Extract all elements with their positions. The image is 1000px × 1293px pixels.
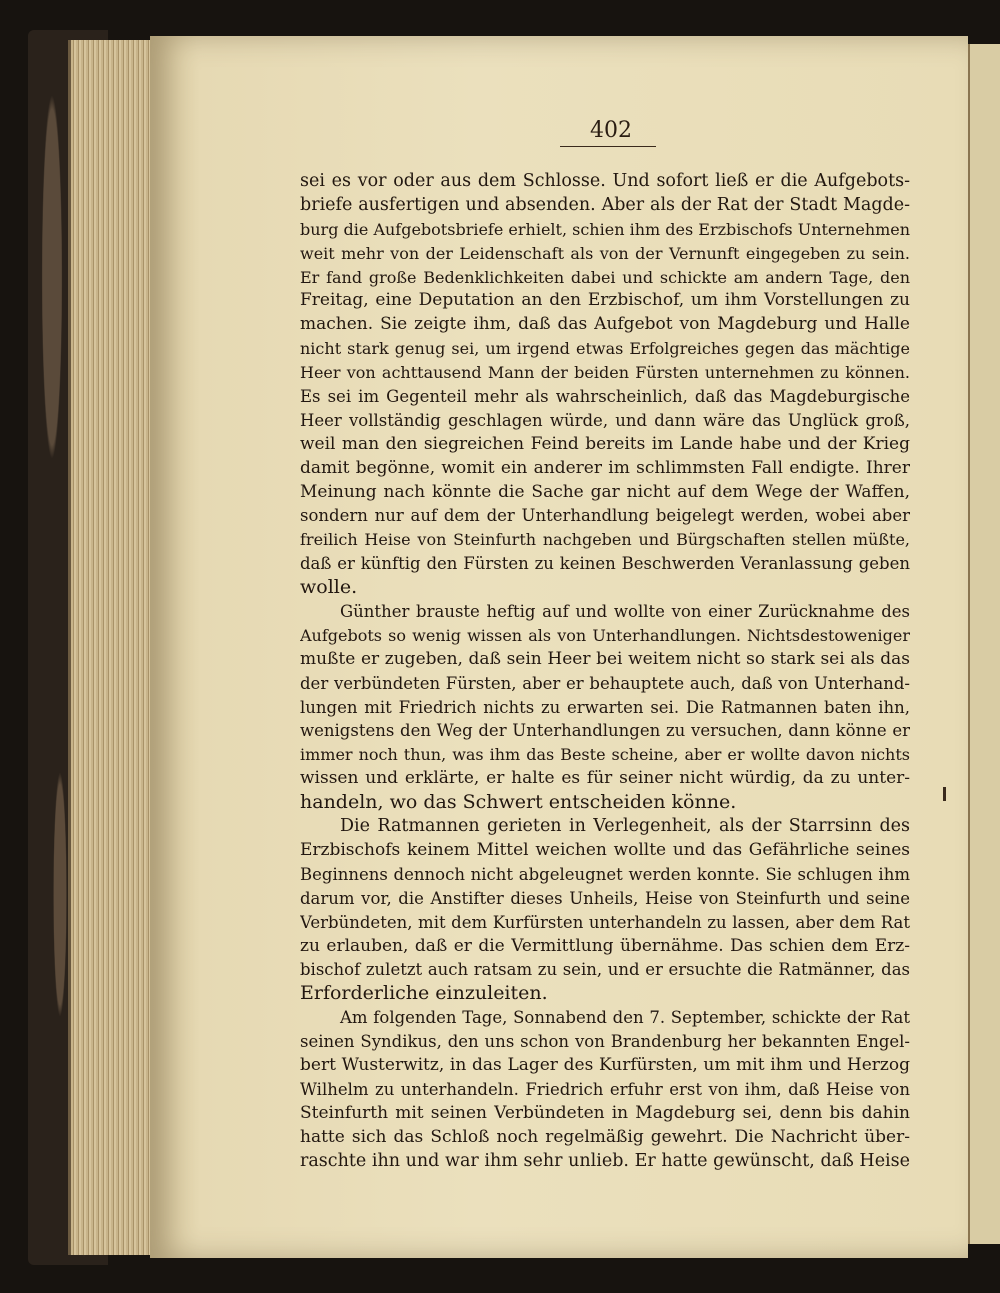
- text-line: nicht stark genug sei, um irgend etwas Erfolgreiches gegen das mächtige: [300, 339, 910, 359]
- text-line: Er fand große Bedenklichkeiten dabei und schickte am andern Tage, den: [300, 267, 910, 287]
- text-line: weit mehr von der Leidenschaft als von der Vernunft eingegeben zu sein.: [300, 243, 910, 263]
- margin-mark: [943, 787, 946, 801]
- text-line: Es sei im Gegenteil mehr als wahrscheinlich, daß das Magdeburgische: [300, 387, 910, 407]
- text-line: darum vor, die Anstifter dieses Unheils, Heise von Steinfurth und seine: [300, 888, 910, 908]
- page-number: 402: [590, 118, 632, 143]
- text-line: sondern nur auf dem der Unterhandlung beigelegt werden, wobei aber: [300, 506, 910, 526]
- text-line: burg die Aufgebotsbriefe erhielt, schien ihm des Erzbischofs Unternehmen: [300, 219, 910, 239]
- text-line: Heer vollständig geschlagen würde, und dann wäre das Unglück groß,: [300, 410, 910, 430]
- text-line: Wilhelm zu unterhandeln. Friedrich erfuhr erst von ihm, daß Heise von: [300, 1079, 910, 1099]
- text-line: wolle.: [300, 576, 358, 599]
- header-rule: [560, 146, 656, 147]
- text-line: Heer von achttausend Mann der beiden Fürsten unternehmen zu können.: [300, 363, 910, 383]
- next-page-edge: [968, 44, 1000, 1244]
- text-line: handeln, wo das Schwert entscheiden könne.: [300, 791, 737, 814]
- text-line: Günther brauste heftig auf und wollte von einer Zurücknahme des: [340, 602, 910, 622]
- page-text: [300, 170, 910, 1173]
- text-line: Meinung nach könnte die Sache gar nicht auf dem Wege der Waffen,: [300, 481, 910, 502]
- text-line: wissen und erklärte, er halte es für seiner nicht würdig, da zu unter-: [300, 768, 910, 789]
- text-line: der verbündeten Fürsten, aber er behauptete auch, daß von Unterhand-: [300, 673, 910, 693]
- text-line: Freitag, eine Deputation an den Erzbischof, um ihm Vorstellungen zu: [300, 290, 910, 311]
- text-line: Erzbischofs keinem Mittel weichen wollte und das Gefährliche seines: [300, 839, 910, 860]
- text-line: damit begönne, womit ein anderer im schlimmsten Fall endigte. Ihrer: [300, 457, 910, 478]
- text-line: Die Ratmannen gerieten in Verlegenheit, als der Starrsinn des: [340, 816, 910, 837]
- text-line: seinen Syndikus, den uns schon von Brandenburg her bekannten Engel-: [300, 1032, 910, 1052]
- text-line: lungen mit Friedrich nichts zu erwarten sei. Die Ratmannen baten ihn,: [300, 697, 910, 717]
- text-line: raschte ihn und war ihm sehr unlieb. Er hatte gewünscht, daß Heise: [300, 1150, 910, 1171]
- text-line: Erforderliche einzuleiten.: [300, 982, 548, 1005]
- text-line: immer noch thun, was ihm das Beste scheine, aber er wollte davon nichts: [300, 745, 910, 765]
- text-line: Beginnens dennoch nicht abgeleugnet werden konnte. Sie schlugen ihm: [300, 864, 910, 884]
- text-line: bert Wusterwitz, in das Lager des Kurfürsten, um mit ihm und Herzog: [300, 1054, 910, 1075]
- text-line: Am folgenden Tage, Sonnabend den 7. September, schickte der Rat: [340, 1008, 910, 1028]
- text-line: daß er künftig den Fürsten zu keinen Beschwerden Veranlassung geben: [300, 554, 910, 574]
- text-line: freilich Heise von Steinfurth nachgeben und Bürgschaften stellen müßte,: [300, 530, 910, 550]
- text-line: weil man den siegreichen Feind bereits im Lande habe und der Krieg: [300, 433, 910, 454]
- text-line: wenigstens den Weg der Unterhandlungen zu versuchen, dann könne er: [300, 721, 910, 741]
- text-line: zu erlauben, daß er die Vermittlung übernähme. Das schien dem Erz-: [300, 935, 910, 956]
- text-line: sei es vor oder aus dem Schlosse. Und sofort ließ er die Aufgebots-: [300, 171, 910, 191]
- text-line: mußte er zugeben, daß sein Heer bei weitem nicht so stark sei als das: [300, 648, 910, 669]
- text-line: hatte sich das Schloß noch regelmäßig gewehrt. Die Nachricht über-: [300, 1126, 910, 1147]
- text-line: Steinfurth mit seinen Verbündeten in Magdeburg sei, denn bis dahin: [300, 1102, 910, 1123]
- text-line: Aufgebots so wenig wissen als von Unterhandlungen. Nichtsdestoweniger: [300, 625, 910, 645]
- text-line: machen. Sie zeigte ihm, daß das Aufgebot von Magdeburg und Halle: [300, 314, 910, 335]
- text-line: bischof zuletzt auch ratsam zu sein, und er ersuchte die Ratmänner, das: [300, 960, 910, 980]
- text-line: briefe ausfertigen und absenden. Aber als der Rat der Stadt Magde-: [300, 194, 910, 215]
- text-line: Verbündeten, mit dem Kurfürsten unterhandeln zu lassen, aber dem Rat: [300, 912, 910, 932]
